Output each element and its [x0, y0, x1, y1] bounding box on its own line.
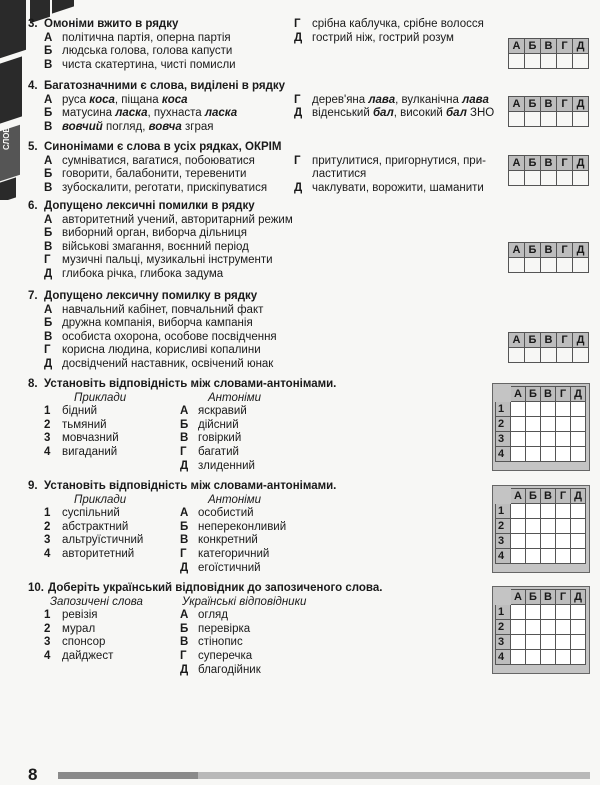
answer-cell[interactable]	[557, 171, 573, 186]
option: Г категоричний	[180, 547, 270, 560]
answer-cell[interactable]	[511, 650, 526, 665]
option: Г багатий	[180, 445, 239, 458]
option: Г суперечка	[180, 649, 253, 662]
option: 1 ревізія	[44, 609, 98, 622]
matching-grid-q9: А Б В Г Д 1 2 3 4	[495, 488, 586, 564]
answer-cell[interactable]	[541, 605, 556, 620]
answer-cell[interactable]	[511, 549, 526, 564]
answer-cell[interactable]	[526, 432, 541, 447]
option: В стінопис	[180, 636, 243, 649]
question-title: Доберіть український відповідник до запозиченого слова.	[48, 582, 383, 594]
answer-cell[interactable]	[541, 258, 557, 273]
question-number: 8.	[28, 378, 38, 390]
answer-grid-q5: А Б В Г Д	[508, 155, 589, 186]
answer-cell[interactable]	[526, 650, 541, 665]
column-heading: Приклади	[74, 493, 127, 506]
option: 3 спонсор	[44, 636, 106, 649]
option: В особиста охорона, особове посвідчення	[44, 330, 277, 343]
answer-cell[interactable]	[556, 635, 571, 650]
option: Д гострий ніж, гострий розум	[294, 31, 454, 44]
option: Г корисна людина, корисливі копалини	[44, 344, 261, 357]
option: В говіркий	[180, 432, 242, 445]
answer-cell[interactable]	[541, 54, 557, 69]
option: 3 мовчазний	[44, 432, 119, 445]
question-title: Допущено лексичні помилки в рядку	[44, 200, 255, 212]
question-title: Багатозначними є слова, виділені в рядку	[44, 80, 286, 92]
answer-grid-q3: А Б В Г Д	[508, 38, 589, 69]
question-number: 5.	[28, 141, 38, 153]
answer-cell[interactable]	[511, 504, 526, 519]
answer-cell[interactable]	[541, 534, 556, 549]
option: Г музичні пальці, музикальні інструменти	[44, 254, 273, 267]
answer-cell[interactable]	[573, 112, 589, 127]
answer-cell[interactable]	[509, 54, 525, 69]
column-heading: Антоніми	[208, 391, 262, 404]
question-number: 3.	[28, 18, 38, 30]
answer-cell[interactable]	[557, 258, 573, 273]
answer-cell[interactable]	[571, 650, 586, 665]
options-right	[294, 94, 494, 121]
answer-cell[interactable]	[556, 605, 571, 620]
answer-cell[interactable]	[541, 447, 556, 462]
answer-cell[interactable]	[573, 258, 589, 273]
option: Д чаклувати, ворожити, шаманити	[294, 181, 484, 194]
option: 4 авторитетний	[44, 547, 135, 560]
answer-cell[interactable]	[571, 605, 586, 620]
answer-cell[interactable]	[541, 635, 556, 650]
option: Д благодійник	[180, 663, 261, 676]
answer-cell[interactable]	[571, 635, 586, 650]
answer-cell[interactable]	[525, 112, 541, 127]
column-heading: Запозичені слова	[50, 595, 143, 608]
answer-cell[interactable]	[509, 348, 525, 363]
option: А яскравий	[180, 405, 247, 418]
answer-cell[interactable]	[557, 348, 573, 363]
answer-cell[interactable]	[571, 534, 586, 549]
examples-column	[44, 392, 126, 460]
answer-grid-q7: А Б В Г Д	[508, 332, 589, 363]
answer-cell[interactable]	[526, 402, 541, 417]
answer-cell[interactable]	[573, 348, 589, 363]
answer-cell[interactable]	[511, 519, 526, 534]
answer-cell[interactable]	[573, 171, 589, 186]
answer-cell[interactable]	[525, 54, 541, 69]
options-right	[294, 155, 486, 196]
question-3	[28, 18, 588, 74]
antonyms-column	[180, 392, 261, 474]
answer-cell[interactable]	[511, 417, 526, 432]
option: Д злиденний	[180, 459, 255, 472]
answer-cell[interactable]	[541, 549, 556, 564]
option: А авторитетний учений, авторитарний режим	[44, 213, 293, 226]
answer-cell[interactable]	[541, 504, 556, 519]
option: Б дружна компанія, виборча кампанія	[44, 317, 253, 330]
answer-cell[interactable]	[526, 534, 541, 549]
option: Г притулитися, пригорнутися, при-	[294, 154, 486, 167]
option: Б виборний орган, виборча дільниця	[44, 227, 247, 240]
answer-cell[interactable]	[509, 258, 525, 273]
option: Б матусина ласка, пухнаста ласка	[44, 107, 238, 120]
footer-bar	[58, 772, 590, 779]
answer-cell[interactable]	[556, 549, 571, 564]
answer-cell[interactable]	[541, 432, 556, 447]
option: В зубоскалити, реготати, прискіпуватися	[44, 181, 268, 194]
answer-cell[interactable]	[556, 402, 571, 417]
column-heading: Українські відповідники	[182, 595, 307, 608]
answer-cell[interactable]	[571, 402, 586, 417]
option: А руса коса, піщана коса	[44, 93, 188, 106]
options-left	[44, 94, 237, 135]
answer-cell[interactable]	[556, 447, 571, 462]
answer-cell[interactable]	[571, 447, 586, 462]
option: В чиста скатертина, чисті помисли	[44, 58, 236, 71]
answer-cell[interactable]	[526, 519, 541, 534]
answer-cell[interactable]	[571, 504, 586, 519]
answer-cell[interactable]	[526, 605, 541, 620]
option: Б непереконливий	[180, 520, 287, 533]
question-number: 6.	[28, 200, 38, 212]
option: Д віденський бал, високий бал ЗНО	[294, 107, 495, 120]
answer-cell[interactable]	[509, 112, 525, 127]
option-continuation: ластитися	[312, 168, 367, 181]
option: 4 вигаданий	[44, 445, 118, 458]
question-title: Омоніми вжито в рядку	[44, 18, 179, 30]
question-7	[28, 290, 588, 372]
question-title: Установіть відповідність між словами-антонімами.	[44, 480, 337, 492]
answer-cell[interactable]	[511, 605, 526, 620]
options	[28, 304, 588, 372]
answer-cell[interactable]	[557, 54, 573, 69]
answer-grid-q4: А Б В Г Д	[508, 96, 589, 127]
options	[28, 214, 588, 282]
option: В вовчий погляд, вовча зграя	[44, 120, 214, 133]
answer-cell[interactable]	[526, 549, 541, 564]
answer-cell[interactable]	[509, 171, 525, 186]
option: В конкретний	[180, 534, 258, 547]
answer-cell[interactable]	[571, 620, 586, 635]
matching-grid-q10: А Б В Г Д 1 2 3 4	[495, 589, 586, 665]
option: 3 альтруїстичний	[44, 534, 144, 547]
answer-cell[interactable]	[541, 620, 556, 635]
answer-cell[interactable]	[571, 549, 586, 564]
answer-cell[interactable]	[556, 534, 571, 549]
answer-cell[interactable]	[511, 534, 526, 549]
answer-cell[interactable]	[557, 112, 573, 127]
answer-cell[interactable]	[573, 54, 589, 69]
option: Б людська голова, голова капусти	[44, 45, 233, 58]
option: А політична партія, оперна партія	[44, 31, 231, 44]
answer-cell[interactable]	[526, 447, 541, 462]
matching-grid-q8: А Б В Г Д 1 2 3 4	[495, 386, 586, 462]
question-5	[28, 141, 588, 197]
answer-cell[interactable]	[526, 635, 541, 650]
loanwords-column	[44, 596, 143, 664]
answer-cell[interactable]	[556, 504, 571, 519]
answer-cell[interactable]	[541, 348, 557, 363]
option: 1 бідний	[44, 405, 98, 418]
option: А особистий	[180, 507, 254, 520]
answer-cell[interactable]	[556, 519, 571, 534]
option: 2 тьмяний	[44, 418, 107, 431]
option: А сумніватися, вагатися, побоюватися	[44, 154, 255, 167]
answer-cell[interactable]	[571, 519, 586, 534]
answer-cell[interactable]	[541, 171, 557, 186]
answer-cell[interactable]	[571, 432, 586, 447]
ukrainian-equivalents-column	[180, 596, 306, 678]
option: 2 мурал	[44, 622, 96, 635]
option: В військові змагання, воєнний період	[44, 240, 249, 253]
option: 4 дайджест	[44, 649, 114, 662]
question-number: 10.	[28, 582, 44, 594]
option: Д досвідчений наставник, освічений юнак	[44, 357, 274, 370]
option: А навчальний кабінет, повчальний факт	[44, 303, 264, 316]
answer-cell[interactable]	[541, 402, 556, 417]
question-number: 4.	[28, 80, 38, 92]
option: 1 суспільний	[44, 507, 120, 520]
answer-cell[interactable]	[525, 258, 541, 273]
option: Б перевірка	[180, 622, 251, 635]
answer-cell[interactable]	[511, 402, 526, 417]
answer-cell[interactable]	[511, 447, 526, 462]
question-title: Установіть відповідність між словами-антонімами.	[44, 378, 337, 390]
answer-cell[interactable]	[526, 417, 541, 432]
answer-cell[interactable]	[571, 417, 586, 432]
antonyms-column	[180, 494, 286, 576]
answer-cell[interactable]	[556, 432, 571, 447]
answer-cell[interactable]	[556, 620, 571, 635]
question-6	[28, 200, 588, 282]
column-heading: Антоніми	[208, 493, 262, 506]
option: Б дійсний	[180, 418, 239, 431]
option: Д глибока річка, глибока задума	[44, 267, 224, 280]
page-number: 8	[28, 765, 38, 784]
answer-cell[interactable]	[525, 171, 541, 186]
examples-column	[44, 494, 143, 562]
answer-cell[interactable]	[511, 620, 526, 635]
question-title: Синонімами є слова в усіх рядках, ОКРІМ	[44, 141, 282, 153]
answer-cell[interactable]	[541, 112, 557, 127]
option: 2 абстрактний	[44, 520, 129, 533]
answer-cell[interactable]	[541, 417, 556, 432]
answer-cell[interactable]	[525, 348, 541, 363]
answer-grid-q6: А Б В Г Д	[508, 242, 589, 273]
column-heading: Приклади	[74, 391, 127, 404]
option: А огляд	[180, 609, 228, 622]
question-title: Допущено лексичну помилку в рядку	[44, 290, 258, 302]
answer-cell[interactable]	[511, 432, 526, 447]
answer-cell[interactable]	[541, 650, 556, 665]
options-left	[44, 32, 236, 73]
question-number: 7.	[28, 290, 38, 302]
question-4	[28, 80, 588, 136]
option: Д егоїстичний	[180, 561, 261, 574]
option: Г дерев'яна лава, вулканічна лава	[294, 93, 489, 106]
answer-cell[interactable]	[541, 519, 556, 534]
option: Б говорити, балабонити, теревенити	[44, 168, 247, 181]
answer-cell[interactable]	[526, 504, 541, 519]
answer-cell[interactable]	[556, 650, 571, 665]
options-right	[294, 18, 484, 45]
question-number: 9.	[28, 480, 38, 492]
answer-cell[interactable]	[511, 635, 526, 650]
answer-cell[interactable]	[526, 620, 541, 635]
deco-text: СЛОВА	[2, 121, 11, 150]
option: Г срібна каблучка, срібне волосся	[294, 18, 484, 30]
options-left	[44, 155, 267, 196]
answer-cell[interactable]	[556, 417, 571, 432]
